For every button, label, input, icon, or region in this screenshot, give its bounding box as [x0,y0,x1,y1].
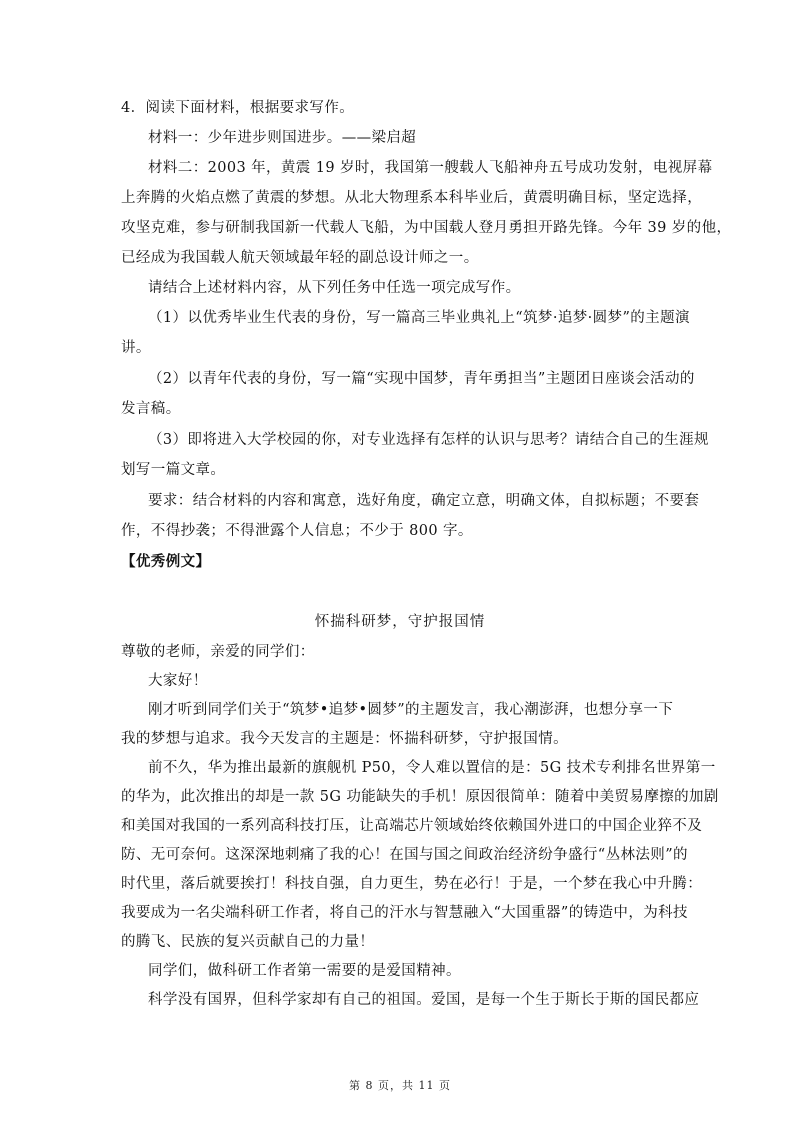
essay-title: 怀揣科研梦，守护报国情 [314,614,486,630]
salutation: 尊敬的老师，亲爱的同学们： [121,644,315,660]
task-one-line: （1）以优秀毕业生代表的身份，写一篇高三毕业典礼上“筑梦·追梦·圆梦”的主题演 [148,310,690,326]
paragraph-line: 防、无可奈何。这深深地刺痛了我的心！在国与国之间政治经济纷争盛行“丛林法则”的 [121,847,688,863]
material-two-line: 上奔腾的火焰点燃了黄震的梦想。从北大物理系本科毕业后，黄震明确目标，坚定选择， [121,190,703,206]
paragraph-line: 刚才听到同学们关于“筑梦•追梦•圆梦”的主题发言，我心潮澎湃，也想分享一下 [148,702,674,718]
task-three-line: 划写一篇文章。 [121,462,226,478]
task-one-line: 讲。 [121,340,151,356]
greeting: 大家好！ [148,673,208,689]
task-two-line: （2）以青年代表的身份，写一篇“实现中国梦，青年勇担当”主题团日座谈会活动的 [148,371,695,387]
task-three-line: （3）即将进入大学校园的你，对专业选择有怎样的认识与思考？请结合自己的生涯规 [148,432,709,448]
paragraph-line: 时代里，落后就要挨打！科技自强，自力更生，势在必行！于是，一个梦在我心中升腾： [121,876,703,892]
paragraph-line: 的华为，此次推出的却是一款 5G 功能缺失的手机！原因很简单：随着中美贸易摩擦的加剧 [121,789,719,805]
material-two-line: 材料二：2003 年，黄震 19 岁时，我国第一艘载人飞船神舟五号成功发射，电视屏幕 [148,160,713,176]
paragraph-line: 前不久，华为推出最新的旗舰机 P50，令人难以置信的是：5G 技术专利排名世界第一 [148,760,716,776]
paragraph-line: 的腾飞、民族的复兴贡献自己的力量！ [121,934,375,950]
requirement-line: 要求：结合材料的内容和寓意，选好角度，确定立意，明确文体，自拟标题；不要套 [148,493,700,509]
sample-label: 【优秀例文】 [121,554,211,570]
paragraph-line: 我要成为一名尖端科研工作者，将自己的汗水与智慧融入“大国重器”的铸造中，为科技 [121,905,688,921]
task-two-line: 发言稿。 [121,401,181,417]
paragraph-line: 同学们，做科研工作者第一需要的是爱国精神。 [148,963,461,979]
instruction: 请结合上述材料内容，从下列任务中任选一项完成写作。 [148,280,521,296]
requirement-line: 作，不得抄袭；不得泄露个人信息；不少于 800 字。 [121,523,473,539]
paragraph-line: 我的梦想与追求。我今天发言的主题是：怀揣科研梦，守护报国情。 [121,731,568,747]
paragraph-line: 和美国对我国的一系列高科技打压，让高端芯片领域始终依赖国外进口的中国企业猝不及 [121,818,703,834]
paragraph-line: 科学没有国界，但科学家却有自己的祖国。爱国，是每一个生于斯长于斯的国民都应 [148,992,700,1008]
question-heading: 4．阅读下面材料，根据要求写作。 [121,100,355,116]
material-two-line: 攻坚克难，参与研制我国新一代载人飞船，为中国载人登月勇担开路先锋。今年 39 岁的他， [121,220,732,236]
material-one: 材料一：少年进步则国进步。——梁启超 [148,130,417,146]
page-footer: 第 8 页，共 11 页 [349,1079,451,1092]
material-two-line: 已经成为我国载人航天领域最年轻的副总设计师之一。 [121,250,479,266]
